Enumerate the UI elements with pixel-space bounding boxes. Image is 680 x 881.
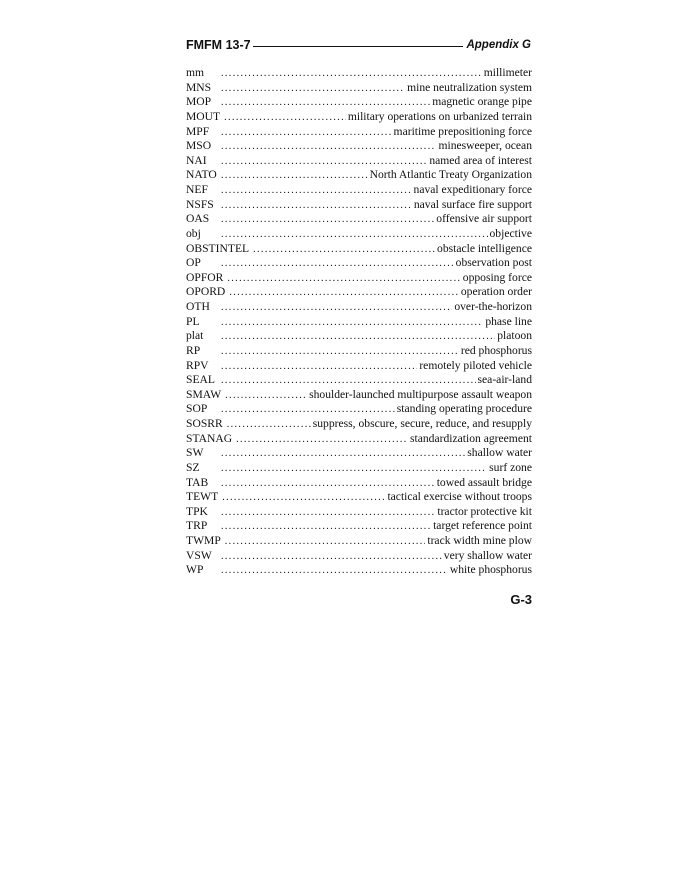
entry-abbreviation: RPV xyxy=(186,358,209,372)
entry-abbreviation: STANAG xyxy=(186,431,233,445)
dot-leader xyxy=(229,286,459,300)
dot-leader xyxy=(253,243,435,257)
entry-definition: towed assault bridge xyxy=(436,475,532,489)
entry-abbreviation: OPORD xyxy=(186,285,226,299)
dot-leader xyxy=(221,506,435,520)
glossary-entry xyxy=(186,519,532,534)
dot-leader xyxy=(221,345,459,359)
dot-leader xyxy=(221,477,435,491)
entry-abbreviation: SW xyxy=(186,446,204,460)
glossary-entry xyxy=(186,476,532,491)
entry-definition: military operations on urbanized terrain xyxy=(347,109,532,123)
entry-definition: North Atlantic Treaty Organization xyxy=(369,168,532,182)
glossary-entry xyxy=(186,373,532,388)
dot-leader xyxy=(221,360,417,374)
dot-leader xyxy=(236,433,408,447)
entry-abbreviation: RP xyxy=(186,343,201,357)
entry-abbreviation: MSO xyxy=(186,139,212,153)
glossary-entry xyxy=(186,549,532,564)
dot-leader xyxy=(221,403,395,417)
entry-abbreviation: NATO xyxy=(186,168,217,182)
entry-abbreviation: MOUT xyxy=(186,109,221,123)
entry-definition: minesweeper, ocean xyxy=(438,139,532,153)
dot-leader xyxy=(221,96,430,110)
entry-abbreviation: plat xyxy=(186,329,204,343)
document-id: FMFM 13-7 xyxy=(186,38,251,52)
entry-abbreviation: SOSRR xyxy=(186,417,223,430)
dot-leader xyxy=(221,447,465,461)
dot-leader xyxy=(221,126,392,140)
entry-abbreviation: TWMP xyxy=(186,534,221,547)
entry-definition: sea-air-land xyxy=(477,373,532,387)
dot-leader xyxy=(221,257,454,271)
glossary-entry xyxy=(186,359,532,374)
dot-leader xyxy=(225,535,426,549)
glossary-entry xyxy=(186,446,532,461)
entry-definition: shallow water xyxy=(467,446,532,460)
entry-abbreviation: SEAL xyxy=(186,373,215,387)
dot-leader xyxy=(221,550,442,564)
dot-leader xyxy=(221,82,405,96)
entry-abbreviation: TEWT xyxy=(186,490,219,504)
glossary-entry xyxy=(186,402,532,417)
glossary-entry xyxy=(186,66,532,81)
entry-definition: over-the-horizon xyxy=(454,300,532,313)
glossary-entry xyxy=(186,256,532,271)
glossary-entry xyxy=(186,344,532,359)
entry-definition: naval surface fire support xyxy=(413,197,532,211)
glossary-entry xyxy=(186,183,532,198)
entry-definition: phase line xyxy=(485,314,532,328)
entry-definition: magnetic orange pipe xyxy=(432,95,532,109)
glossary-entry xyxy=(186,198,532,213)
glossary-entry xyxy=(186,300,532,315)
entry-definition: track width mine plow xyxy=(427,534,532,547)
glossary-entry xyxy=(186,227,532,242)
dot-leader xyxy=(221,67,482,81)
glossary-entry xyxy=(186,271,532,286)
glossary-entry xyxy=(186,242,532,257)
glossary-entry xyxy=(186,505,532,520)
entry-abbreviation: OP xyxy=(186,256,201,270)
entry-abbreviation: OAS xyxy=(186,212,210,226)
entry-abbreviation: mm xyxy=(186,66,205,79)
entry-definition: naval expeditionary force xyxy=(413,183,532,196)
dot-leader xyxy=(221,462,487,476)
dot-leader xyxy=(221,213,434,227)
entry-abbreviation: OPFOR xyxy=(186,270,224,284)
entry-definition: opposing force xyxy=(462,270,532,284)
entry-abbreviation: PL xyxy=(186,314,200,328)
entry-definition: white phosphorus xyxy=(449,563,532,577)
entry-definition: suppress, obscure, secure, reduce, and resupply xyxy=(312,417,532,430)
entry-abbreviation: NSFS xyxy=(186,197,214,211)
glossary-entry xyxy=(186,212,532,227)
entry-definition: tractor protective kit xyxy=(437,504,532,518)
entry-definition: mine neutralization system xyxy=(407,80,532,94)
entry-definition: standardization agreement xyxy=(409,431,532,445)
entry-definition: red phosphorus xyxy=(460,343,532,357)
entry-abbreviation: TAB xyxy=(186,475,209,489)
entry-definition: millimeter xyxy=(483,66,532,79)
dot-leader xyxy=(221,374,476,388)
entry-abbreviation: MOP xyxy=(186,95,212,109)
dot-leader xyxy=(221,564,448,578)
entry-abbreviation: SOP xyxy=(186,402,208,416)
glossary-entry xyxy=(186,168,532,183)
glossary-entry xyxy=(186,110,532,125)
entry-definition: tactical exercise without troops xyxy=(387,490,532,504)
entry-definition: standing operating procedure xyxy=(396,402,532,416)
glossary-entry xyxy=(186,461,532,476)
entry-definition: surf zone xyxy=(489,460,532,474)
glossary-entry xyxy=(186,490,532,505)
dot-leader xyxy=(224,111,346,125)
page-number: G-3 xyxy=(510,592,532,607)
entry-definition: very shallow water xyxy=(443,548,532,562)
glossary-entry xyxy=(186,534,532,549)
dot-leader xyxy=(221,155,427,169)
dot-leader xyxy=(221,228,488,242)
entry-abbreviation: OTH xyxy=(186,300,210,313)
entry-abbreviation: SMAW xyxy=(186,387,222,401)
entry-definition: objective xyxy=(489,226,532,240)
glossary-entry xyxy=(186,563,532,578)
entry-abbreviation: VSW xyxy=(186,548,212,562)
glossary-entry xyxy=(186,81,532,96)
dot-leader xyxy=(227,418,311,432)
entry-abbreviation: SZ xyxy=(186,460,200,474)
header-rule xyxy=(253,46,464,47)
dot-leader xyxy=(227,272,460,286)
dot-leader xyxy=(221,520,431,534)
entry-definition: platoon xyxy=(497,329,532,343)
entry-definition: operation order xyxy=(460,285,532,299)
entry-abbreviation: NEF xyxy=(186,183,208,196)
running-header xyxy=(186,36,531,54)
entry-abbreviation: MPF xyxy=(186,124,210,138)
glossary-entry xyxy=(186,95,532,110)
dot-leader xyxy=(221,184,412,198)
dot-leader xyxy=(222,491,385,505)
entry-abbreviation: WP xyxy=(186,563,204,577)
glossary-entry xyxy=(186,432,532,447)
entry-abbreviation: OBSTINTEL xyxy=(186,241,250,255)
entry-definition: observation post xyxy=(455,256,532,270)
entry-abbreviation: obj xyxy=(186,226,201,240)
entry-abbreviation: MNS xyxy=(186,80,212,94)
dot-leader xyxy=(221,301,452,315)
dot-leader xyxy=(221,316,483,330)
glossary-entry xyxy=(186,417,532,432)
dot-leader xyxy=(221,330,495,344)
glossary-entry xyxy=(186,388,532,403)
entry-definition: shoulder-launched multipurpose assault weapon xyxy=(309,387,532,401)
entry-definition: obstacle intelligence xyxy=(437,241,532,255)
appendix-title: Appendix G xyxy=(466,39,531,51)
entry-abbreviation: NAI xyxy=(186,153,207,167)
glossary-entry xyxy=(186,285,532,300)
entry-definition: maritime prepositioning force xyxy=(393,124,532,138)
entry-definition: named area of interest xyxy=(429,153,532,167)
glossary-entry xyxy=(186,125,532,140)
dot-leader xyxy=(221,140,436,154)
dot-leader xyxy=(221,169,368,183)
glossary-entry xyxy=(186,315,532,330)
entry-abbreviation: TPK xyxy=(186,504,208,518)
glossary-entry xyxy=(186,139,532,154)
entry-abbreviation: TRP xyxy=(186,519,208,533)
dot-leader xyxy=(221,199,412,213)
entry-definition: remotely piloted vehicle xyxy=(419,358,532,372)
entry-definition: offensive air support xyxy=(436,212,532,226)
dot-leader xyxy=(225,389,307,403)
glossary-entry xyxy=(186,154,532,169)
glossary-list xyxy=(186,66,532,578)
glossary-entry xyxy=(186,329,532,344)
entry-definition: target reference point xyxy=(433,519,532,533)
